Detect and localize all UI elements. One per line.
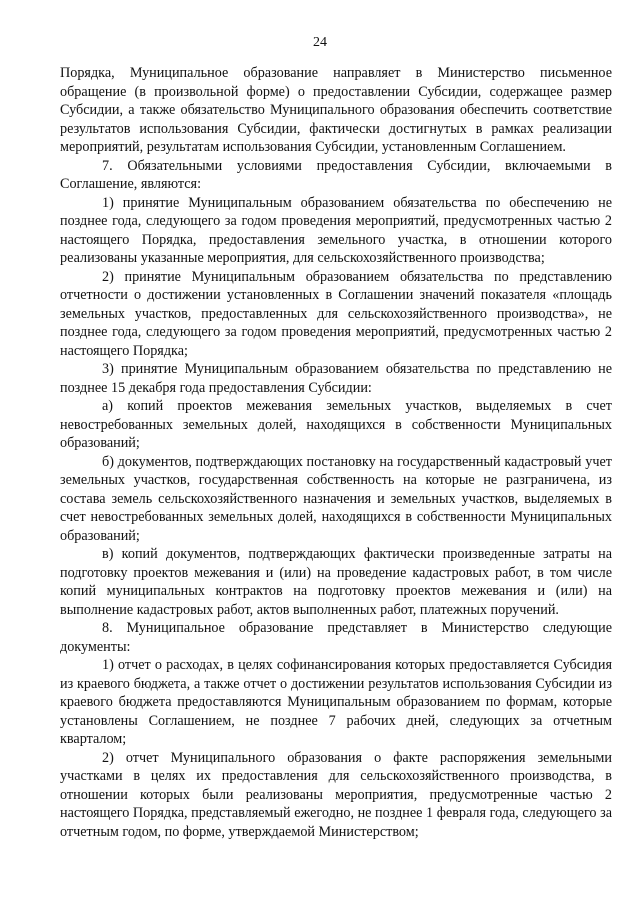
paragraph-subitem-1: 1) принятие Муниципальным образованием обязательства по обеспечению не позднее года, следующего за годом проведения мероприятий, предусмотренных частью 2 настоящего Порядка, предоставления земельного участка, в отношении которого реализованы указанные мероприятия, для сельскохозяйственного производства; bbox=[60, 194, 612, 266]
paragraph-item-7: 7. Обязательными условиями предоставления Субсидии, включаемыми в Соглашение, являются: bbox=[60, 157, 612, 192]
paragraph-item-8: 8. Муниципальное образование представляет в Министерство следующие документы: bbox=[60, 620, 612, 655]
paragraph-subitem-b: б) документов, подтверждающих постановку на государственный кадастровый учет земельных участков, государственная собственность на которые не разграничена, из состава земель сельскохозяйственного назначения и земельных участков, выделяемых в счет невостребованных земельных долей, находящихся в собственности Муниципальных образований; bbox=[60, 453, 612, 544]
paragraph-item-8-sub-2: 2) отчет Муниципального образования о факте распоряжения земельными участками в целях их предоставления для сельскохозяйственного производства, в отношении которых были реализованы мероприятия, предусмотренные частью 2 настоящего Порядка, представляемый ежегодно, не позднее 1 февраля года, следующего за отчетным годом, по форме, утверждаемой Министерством; bbox=[60, 749, 612, 840]
paragraph-item-8-sub-1: 1) отчет о расходах, в целях софинансирования которых предоставляется Субсидия из краевого бюджета, а также отчет о достижении результатов использования Субсидии из краевого бюджета предоставляются Муниципальным образованием по формам, которые установлены Соглашением, не позднее 7 рабочих дней, следующих за отчетным кварталом; bbox=[60, 657, 612, 747]
paragraph-continuation: Порядка, Муниципальное образование направляет в Министерство письменное обращение (в произвольной форме) о предоставлении Субсидии, содержащее размер Субсидии, а также обязательство Муниципального образования обеспечить соответствие результатов использования Субсидии, фактически достигнутых в рамках реализации мероприятий, результатам использования Субсидии, установленным Соглашением. bbox=[60, 65, 612, 155]
document-body bbox=[60, 64, 612, 841]
paragraph-subitem-v: в) копий документов, подтверждающих фактически произведенные затраты на подготовку проектов межевания и (или) на проведение кадастровых работ, в том числе копий муниципальных контрактов на подготовку проектов межевания и (или) на выполнение кадастровых работ, актов выполненных работ, платежных поручений. bbox=[60, 546, 612, 618]
paragraph-subitem-2: 2) принятие Муниципальным образованием обязательства по представлению отчетности о достижении установленных в Соглашении значений показателя «площадь земельных участков, предоставленных для сельскохозяйственного производства», не позднее года, следующего за годом проведения мероприятий, предусмотренных частью 2 настоящего Порядка; bbox=[60, 268, 612, 359]
page-number: 24 bbox=[313, 35, 327, 50]
paragraph-subitem-3: 3) принятие Муниципальным образованием обязательства по представлению не позднее 15 декабря года предоставления Субсидии: bbox=[60, 361, 612, 396]
paragraph-subitem-a: а) копий проектов межевания земельных участков, выделяемых в счет невостребованных земельных долей, находящихся в собственности Муниципальных образований; bbox=[60, 398, 612, 451]
